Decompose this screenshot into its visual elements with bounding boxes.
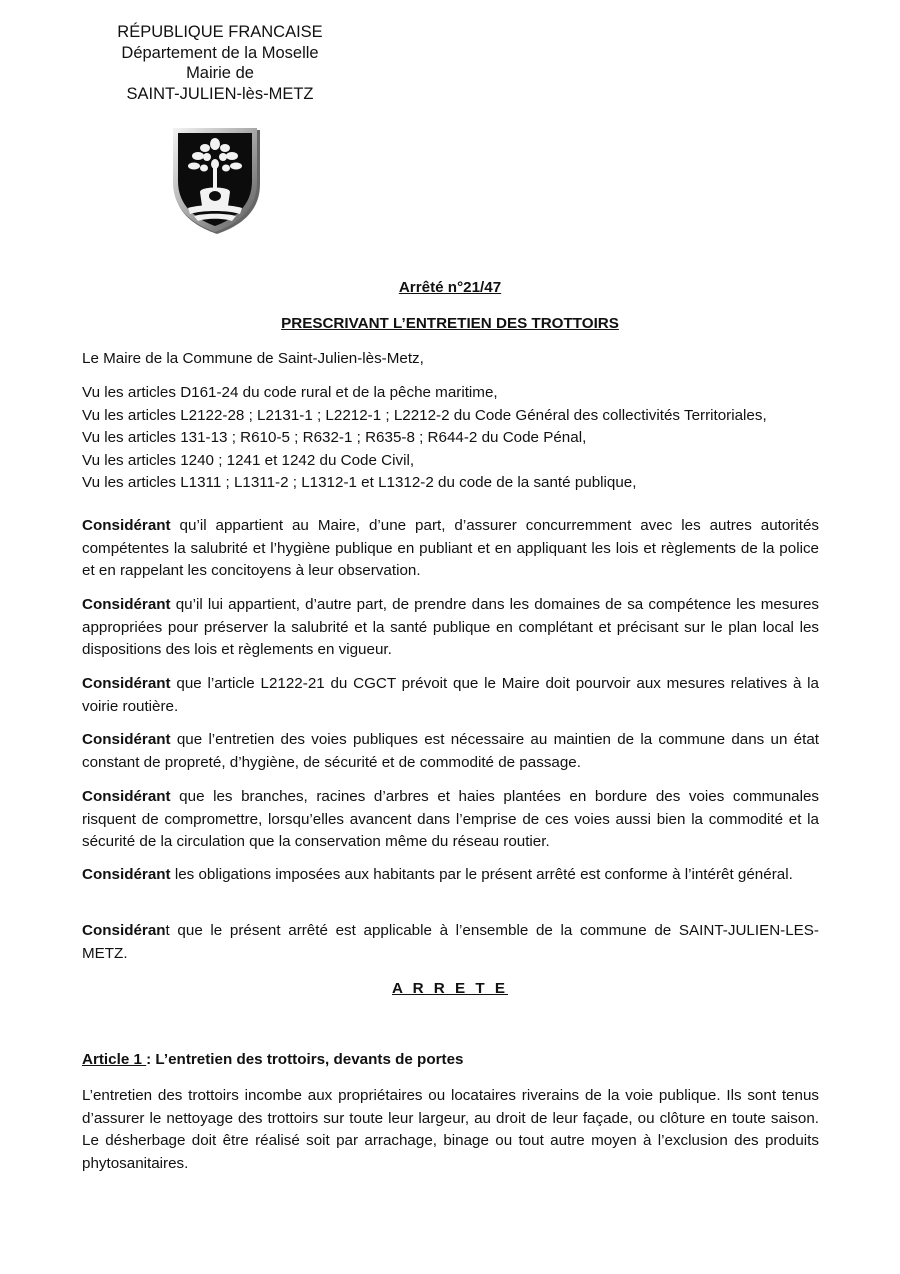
considerant-text: que l’article L2122-21 du CGCT prévoit que le Maire doit pourvoir aux mesures relatives à la voirie routière. [82,675,819,715]
municipal-coat-of-arms-icon [170,126,264,238]
considerant-lead: Considérant [82,596,171,613]
letterhead-commune: SAINT-JULIEN-lès-METZ [126,84,314,103]
letterhead-republic: RÉPUBLIQUE FRANCAISE [117,23,323,41]
arrete-heading: A R R E T E [392,980,508,997]
considerant-text: que l’entretien des voies publiques est nécessaire au maintien de la commune dans un état constant de propreté, d’hygiène, de sécurité et de commodité de passage. [82,731,819,771]
considerant-lead: Considérant [82,731,171,748]
legal-reference: Vu les articles L1311 ; L1311-2 ; L1312-1 et L1312-2 du code de la santé publique, [82,474,637,491]
letterhead [60,22,380,104]
considerant-paragraph [82,920,819,965]
decree-subject: PRESCRIVANT L’ENTRETIEN DES TROTTOIRS [281,315,619,332]
legal-reference: Vu les articles 131-13 ; R610-5 ; R632-1 ; R635-8 ; R644-2 du Code Pénal, [82,429,587,446]
considerant-lead: Considérant [82,866,171,883]
intro-line: Le Maire de la Commune de Saint-Julien-lès-Metz, [82,350,424,367]
legal-reference: Vu les articles L2122-28 ; L2131-1 ; L2212-1 ; L2212-2 du Code Général des collectivités Territoriales, [82,406,767,424]
decree-number: Arrêté n°21/47 [398,279,502,296]
considerant-text: t que le présent arrêté est applicable à l’ensemble de la commune de SAINT-JULIEN-LES-METZ. [82,922,819,962]
considerant-lead: Considérant [82,675,171,692]
article-1-body: L’entretien des trottoirs incombe aux propriétaires ou locataires riverains de la voie publique. Ils sont tenus d’assurer le nettoyage des trottoirs sur toute leur largeur, au droit de leur façade, ou clôture en toute saison. Le désherbage doit être réalisé soit par arrachage, binage ou tout autre moyen à l’exclusion des produits phytosanitaires. [82,1087,819,1172]
considerant-text: les obligations imposées aux habitants par le présent arrêté est conforme à l’intérêt général. [170,866,793,883]
considerant-paragraph [82,515,819,583]
considerant-text: qu’il lui appartient, d’autre part, de prendre dans les domaines de sa compétence les mesures appropriées pour préserver la salubrité et la santé publique en complétant et précisant sur le plan local les dispositions des lois et règlements en vigueur. [82,596,819,658]
legal-reference: Vu les articles 1240 ; 1241 et 1242 du Code Civil, [82,451,415,469]
legal-references [82,382,819,495]
considerant-paragraph [82,786,819,854]
legal-reference: Vu les articles D161-24 du code rural et de la pêche maritime, [82,384,498,401]
letterhead-department: Département de la Moselle [121,43,319,62]
considerant-lead: Considérant [82,517,171,534]
considerant-paragraph [82,673,819,718]
considerant-paragraph [82,594,819,662]
considerant-text: que les branches, racines d’arbres et haies plantées en bordure des voies communales risquent de compromettre, lorsqu’elles avancent dans l’emprise de ces voies aussi bien la commodité et la sécurité de la circulation que la conservation même du réseau routier. [82,788,819,850]
considerant-text: qu’il appartient au Maire, d’une part, d’assurer concurremment avec les autres autorités compétentes la salubrité et l’hygiène publique en publiant et en appliquant les lois et règlements de la police et en rappelant les concitoyens à leur observation. [82,517,819,579]
letterhead-mairie: Mairie de [186,64,254,82]
article-1-heading [82,1051,463,1068]
considerant-lead: Considérant [82,788,171,805]
considerant-paragraph [82,729,819,774]
considerant-paragraph [82,864,819,887]
article-1-title: : L’entretien des trottoirs, devants de portes [146,1051,464,1068]
article-1-label: Article 1 [82,1051,147,1068]
considerant-lead: Considéran [82,922,166,939]
